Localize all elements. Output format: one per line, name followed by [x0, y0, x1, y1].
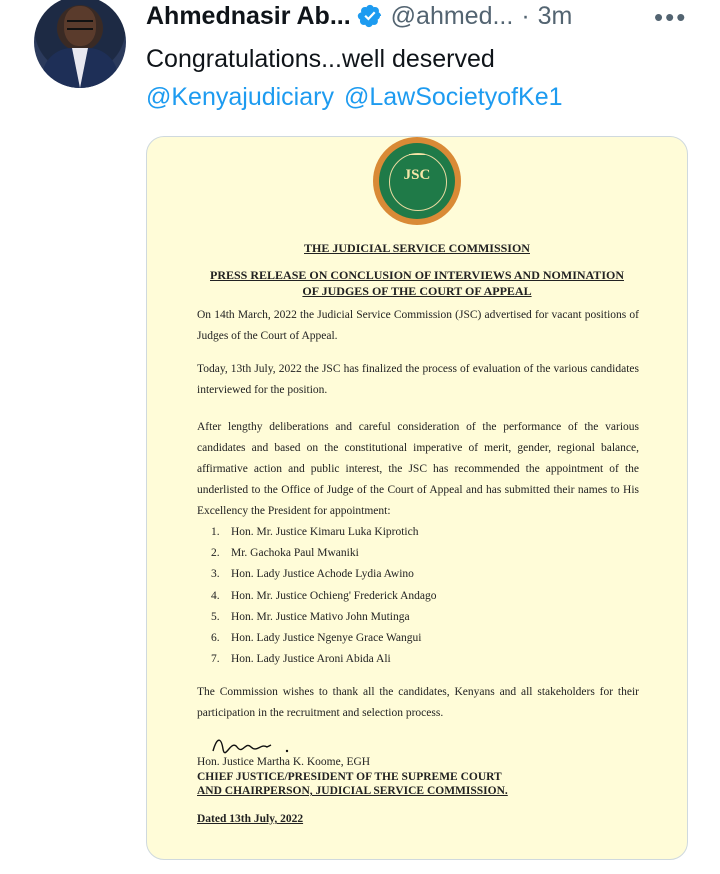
list-item: 3. Hon. Lady Justice Achode Lydia Awino	[211, 568, 414, 581]
tweet-time[interactable]: 3m	[537, 1, 573, 30]
paragraph-advertised: On 14th March, 2022 the Judicial Service Commission (JSC) advertised for vacant positions of Judges of the Court of Appeal.	[197, 309, 639, 342]
signatory-position: CHIEF JUSTICE/PRESIDENT OF THE SUPREME COURT	[197, 771, 502, 783]
tweet-media-image[interactable]	[146, 136, 688, 860]
paragraph-thanks: The Commission wishes to thank all the candidates, Kenyans and all stakeholders for their participation in the recruitment and selection process.	[197, 686, 639, 719]
list-item: 2. Mr. Gachoka Paul Mwaniki	[211, 547, 359, 560]
document-date: Dated 13th July, 2022	[197, 813, 304, 825]
mention-link[interactable]: @LawSocietyofKe1	[343, 83, 563, 111]
list-item: 7. Hon. Lady Justice Aroni Abida Ali	[211, 653, 391, 666]
paragraph-finalized: Today, 13th July, 2022 the JSC has finalized the process of evaluation of the various candidates interviewed for the position.	[197, 363, 639, 396]
nominee-list	[211, 522, 437, 670]
jsc-seal-logo	[373, 137, 461, 225]
list-item: 5. Hon. Mr. Justice Mativo John Mutinga	[211, 610, 410, 623]
tweet-mentions	[146, 78, 573, 116]
press-release-document	[147, 137, 687, 859]
document-subtitle	[187, 267, 647, 299]
author-handle[interactable]: @ahmed...	[390, 1, 514, 30]
handwritten-signature	[211, 733, 295, 757]
verified-badge-icon	[357, 3, 383, 29]
subtitle-line: PRESS RELEASE ON CONCLUSION OF INTERVIEWS AND NOMINATION	[210, 268, 624, 282]
subtitle-line: OF JUDGES OF THE COURT OF APPEAL	[302, 284, 532, 298]
tweet-header	[146, 0, 572, 34]
document-title: THE JUDICIAL SERVICE COMMISSION	[304, 241, 530, 255]
header-separator: ·	[521, 1, 530, 30]
seal-text: JSC	[403, 167, 431, 183]
avatar-glasses	[67, 20, 93, 30]
signatory-position: AND CHAIRPERSON, JUDICIAL SERVICE COMMISSION.	[197, 785, 508, 797]
list-item: 6. Hon. Lady Justice Ngenye Grace Wangui	[211, 631, 422, 644]
author-avatar[interactable]	[34, 0, 126, 88]
list-item: 1. Hon. Mr. Justice Kimaru Luka Kiprotich	[211, 526, 419, 538]
mention-link[interactable]: @Kenyajudiciary	[146, 83, 334, 111]
author-name[interactable]: Ahmednasir Ab...	[146, 1, 351, 30]
more-options-icon[interactable]: •••	[654, 2, 688, 32]
signatory-name: Hon. Justice Martha K. Koome, EGH	[197, 756, 371, 768]
list-item: 4. Hon. Mr. Justice Ochieng' Frederick Andago	[211, 589, 437, 602]
paragraph-recommendation: After lengthy deliberations and careful consideration of the performance of the various candidates and based on the constitutional imperative of merit, gender, regional balance, affirmative action and public interest, the JSC has recommended the appointment of the underlisted to the Office of Judge of the Court of Appeal and has submitted their names to His Excellency the President for appointment:	[197, 421, 639, 517]
tweet-text: Congratulations...well deserved	[146, 45, 495, 73]
